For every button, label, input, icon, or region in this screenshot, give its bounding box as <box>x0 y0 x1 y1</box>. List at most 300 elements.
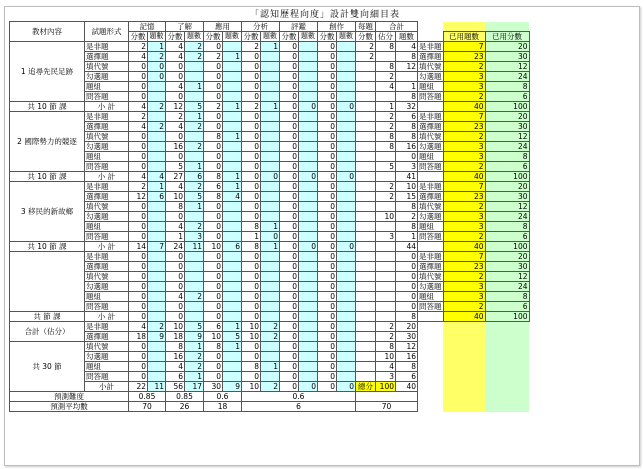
header-count[interactable]: 題數 <box>396 32 418 42</box>
value-cell[interactable]: 15 <box>396 192 418 202</box>
value-cell[interactable]: 8 <box>396 132 418 142</box>
value-cell[interactable]: 10 <box>376 352 396 362</box>
value-cell[interactable]: 0 <box>299 242 318 252</box>
value-cell[interactable]: 22 <box>129 382 148 392</box>
value-cell[interactable]: 0 <box>204 122 223 132</box>
value-cell[interactable]: 12 <box>396 62 418 72</box>
value-cell[interactable]: 12 <box>166 102 185 112</box>
value-cell[interactable] <box>376 52 396 62</box>
value-cell[interactable]: 0 <box>166 272 185 282</box>
value-cell[interactable]: 2 <box>204 102 223 112</box>
value-cell[interactable]: 0 <box>318 62 337 72</box>
header-level[interactable]: 創作 <box>318 22 356 32</box>
used-score[interactable]: 12 <box>485 202 529 212</box>
format-label-right[interactable]: 填代號 <box>419 271 442 281</box>
value-cell[interactable]: 0 <box>280 192 299 202</box>
header-score[interactable]: 分數 <box>319 31 335 41</box>
value-cell[interactable]: 0 <box>204 62 223 72</box>
used-score[interactable]: 6 <box>485 162 529 172</box>
value-cell[interactable] <box>356 262 376 272</box>
value-cell[interactable]: 0 <box>280 372 299 382</box>
value-cell[interactable] <box>356 72 376 82</box>
value-cell[interactable]: 10 <box>204 332 223 342</box>
value-cell[interactable]: 2 <box>185 222 204 232</box>
value-cell[interactable]: 0 <box>280 272 299 282</box>
format-label[interactable]: 題組 <box>85 152 129 162</box>
value-cell[interactable]: 2 <box>376 72 396 82</box>
value-cell[interactable] <box>356 122 376 132</box>
format-label[interactable]: 填代號 <box>85 202 129 212</box>
used-score[interactable]: 24 <box>485 72 529 82</box>
value-cell[interactable]: 2 <box>185 142 204 152</box>
format-label-right[interactable]: 題組 <box>418 292 444 302</box>
value-cell[interactable]: 4 <box>166 82 185 92</box>
value-cell[interactable]: 18 <box>166 332 185 342</box>
value-cell[interactable] <box>337 52 356 62</box>
value-cell[interactable]: 16 <box>396 142 418 152</box>
grand-hours[interactable]: 共 30 節 <box>10 342 85 392</box>
value-cell[interactable] <box>376 312 396 322</box>
value-cell[interactable] <box>356 112 376 122</box>
value-cell[interactable]: 4 <box>166 182 185 192</box>
used-count[interactable]: 7 <box>443 112 485 122</box>
value-cell[interactable]: 0 <box>129 272 148 282</box>
value-cell[interactable] <box>299 52 318 62</box>
value-cell[interactable]: 0 <box>318 122 337 132</box>
used-score[interactable]: 12 <box>485 132 529 142</box>
used-count[interactable]: 7 <box>443 182 485 192</box>
header-level[interactable]: 記憶 <box>129 22 166 32</box>
value-cell[interactable]: 2 <box>129 182 148 192</box>
value-cell[interactable] <box>185 312 204 322</box>
value-cell[interactable] <box>356 302 376 312</box>
value-cell[interactable]: 9 <box>223 382 242 392</box>
value-cell[interactable]: 18 <box>129 332 148 342</box>
value-cell[interactable] <box>299 182 318 192</box>
value-cell[interactable]: 0 <box>396 292 418 302</box>
value-cell[interactable]: 0 <box>318 302 337 312</box>
value-cell[interactable]: 5 <box>166 162 185 172</box>
value-cell[interactable] <box>223 272 242 282</box>
value-cell[interactable]: 0 <box>242 92 261 102</box>
value-cell[interactable]: 0 <box>280 262 299 272</box>
blank-cell[interactable] <box>443 322 485 332</box>
value-cell[interactable] <box>356 162 376 172</box>
value-cell[interactable] <box>376 172 396 182</box>
blank-cell[interactable] <box>443 352 485 362</box>
value-cell[interactable] <box>337 162 356 172</box>
value-cell[interactable]: 0 <box>280 282 299 292</box>
used-score[interactable]: 100 <box>485 242 529 252</box>
value-cell[interactable]: 0 <box>318 212 337 222</box>
value-cell[interactable]: 0 <box>129 352 148 362</box>
used-count[interactable]: 7 <box>443 42 485 52</box>
value-cell[interactable]: 3 <box>376 372 396 382</box>
value-cell[interactable]: 8 <box>204 132 223 142</box>
value-cell[interactable]: 0 <box>318 362 337 372</box>
value-cell[interactable]: 16 <box>396 352 418 362</box>
value-cell[interactable] <box>376 202 396 212</box>
value-cell[interactable]: 2 <box>376 332 396 342</box>
blank-cell[interactable] <box>418 242 444 252</box>
value-cell[interactable] <box>337 72 356 82</box>
value-cell[interactable] <box>223 372 242 382</box>
unit-hours[interactable]: 共 節 課 <box>10 312 85 322</box>
value-cell[interactable] <box>223 312 242 322</box>
value-cell[interactable]: 10 <box>242 322 261 332</box>
value-cell[interactable]: 0 <box>318 42 337 52</box>
value-cell[interactable]: 6 <box>204 182 223 192</box>
value-cell[interactable]: 56 <box>166 382 185 392</box>
value-cell[interactable] <box>299 362 318 372</box>
value-cell[interactable]: 1 <box>396 82 418 92</box>
value-cell[interactable]: 0 <box>242 82 261 92</box>
value-cell[interactable]: 0 <box>204 222 223 232</box>
value-cell[interactable]: 0 <box>242 112 261 122</box>
value-cell[interactable]: 0 <box>318 342 337 352</box>
value-cell[interactable]: 0 <box>242 302 261 312</box>
value-cell[interactable]: 0 <box>280 72 299 82</box>
value-cell[interactable]: 0 <box>396 272 418 282</box>
subtotal-label[interactable]: 小 計 <box>85 172 129 182</box>
value-cell[interactable]: 1 <box>223 102 242 112</box>
value-cell[interactable] <box>337 122 356 132</box>
unit-label[interactable]: 3 移民的新故鄉 <box>10 182 85 242</box>
value-cell[interactable]: 0 <box>204 362 223 372</box>
used-count[interactable]: 3 <box>443 222 485 232</box>
value-cell[interactable]: 8 <box>396 222 418 232</box>
spacer[interactable] <box>418 32 444 42</box>
format-label-right[interactable]: 是非題 <box>419 111 442 121</box>
value-cell[interactable]: 4 <box>148 172 166 182</box>
difficulty-value[interactable]: 0.85 <box>129 392 166 402</box>
value-cell[interactable]: 2 <box>204 52 223 62</box>
total-count[interactable]: 40 <box>396 382 418 392</box>
value-cell[interactable]: 4 <box>129 52 148 62</box>
value-cell[interactable] <box>299 92 318 102</box>
header-score[interactable]: 分數 <box>356 32 376 42</box>
value-cell[interactable]: 6 <box>185 172 204 182</box>
value-cell[interactable]: 0 <box>280 292 299 302</box>
format-label[interactable]: 是非題 <box>85 182 129 192</box>
value-cell[interactable]: 0 <box>318 102 337 112</box>
value-cell[interactable]: 9 <box>185 332 204 342</box>
value-cell[interactable]: 14 <box>129 242 148 252</box>
value-cell[interactable]: 0 <box>242 132 261 142</box>
header-level[interactable]: 分析 <box>242 22 280 32</box>
value-cell[interactable]: 4 <box>166 222 185 232</box>
value-cell[interactable] <box>223 82 242 92</box>
blank-cell[interactable] <box>485 332 529 342</box>
value-cell[interactable]: 0 <box>280 82 299 92</box>
value-cell[interactable]: 0 <box>242 142 261 152</box>
used-score[interactable]: 30 <box>485 52 529 62</box>
value-cell[interactable]: 0 <box>318 132 337 142</box>
value-cell[interactable] <box>337 182 356 192</box>
value-cell[interactable]: 7 <box>148 242 166 252</box>
value-cell[interactable] <box>148 372 166 382</box>
value-cell[interactable]: 0 <box>280 172 299 182</box>
value-cell[interactable] <box>337 252 356 262</box>
used-score[interactable]: 12 <box>485 62 529 72</box>
value-cell[interactable]: 0 <box>204 72 223 82</box>
value-cell[interactable]: 1 <box>242 232 261 242</box>
value-cell[interactable] <box>356 62 376 72</box>
value-cell[interactable]: 1 <box>261 242 280 252</box>
value-cell[interactable]: 0 <box>166 152 185 162</box>
value-cell[interactable]: 0 <box>318 232 337 242</box>
value-cell[interactable]: 8 <box>396 202 418 212</box>
value-cell[interactable]: 4 <box>129 172 148 182</box>
value-cell[interactable] <box>261 272 280 282</box>
value-cell[interactable]: 0 <box>129 212 148 222</box>
value-cell[interactable] <box>185 152 204 162</box>
value-cell[interactable]: 41 <box>396 172 418 182</box>
value-cell[interactable] <box>356 202 376 212</box>
value-cell[interactable] <box>337 202 356 212</box>
value-cell[interactable]: 0 <box>166 62 185 72</box>
value-cell[interactable]: 0 <box>318 282 337 292</box>
value-cell[interactable]: 0 <box>396 282 418 292</box>
value-cell[interactable]: 0 <box>280 112 299 122</box>
value-cell[interactable]: 0 <box>280 182 299 192</box>
value-cell[interactable] <box>223 202 242 212</box>
used-count[interactable]: 2 <box>443 272 485 282</box>
value-cell[interactable] <box>299 122 318 132</box>
value-cell[interactable]: 0 <box>280 342 299 352</box>
value-cell[interactable] <box>299 272 318 282</box>
value-cell[interactable] <box>148 202 166 212</box>
value-cell[interactable] <box>261 72 280 82</box>
value-cell[interactable] <box>223 352 242 362</box>
value-cell[interactable]: 0 <box>129 62 148 72</box>
format-label[interactable]: 是非題 <box>85 322 129 332</box>
value-cell[interactable]: 0 <box>280 102 299 112</box>
value-cell[interactable]: 0 <box>318 312 337 322</box>
value-cell[interactable] <box>185 302 204 312</box>
value-cell[interactable]: 0 <box>318 112 337 122</box>
header-level[interactable]: 了解 <box>166 22 204 32</box>
value-cell[interactable]: 0 <box>280 332 299 342</box>
value-cell[interactable]: 0 <box>129 262 148 272</box>
value-cell[interactable]: 1 <box>185 162 204 172</box>
spacer[interactable] <box>418 22 444 32</box>
used-count[interactable]: 2 <box>443 92 485 102</box>
used-count[interactable]: 2 <box>443 232 485 242</box>
value-cell[interactable]: 0 <box>129 342 148 352</box>
used-score[interactable]: 20 <box>485 182 529 192</box>
value-cell[interactable] <box>148 152 166 162</box>
value-cell[interactable] <box>299 352 318 362</box>
value-cell[interactable] <box>299 262 318 272</box>
value-cell[interactable]: 0 <box>280 92 299 102</box>
average-value[interactable]: 70 <box>356 402 418 412</box>
value-cell[interactable]: 2 <box>166 112 185 122</box>
value-cell[interactable]: 32 <box>396 102 418 112</box>
value-cell[interactable] <box>299 292 318 302</box>
value-cell[interactable]: 2 <box>261 382 280 392</box>
value-cell[interactable]: 1 <box>185 342 204 352</box>
difficulty-value[interactable]: 0.85 <box>166 392 204 402</box>
value-cell[interactable]: 27 <box>166 172 185 182</box>
header-used-count[interactable]: 已用題數 <box>443 32 485 42</box>
value-cell[interactable]: 0 <box>318 162 337 172</box>
value-cell[interactable]: 8 <box>396 52 418 62</box>
used-score[interactable]: 30 <box>485 192 529 202</box>
value-cell[interactable]: 0 <box>280 152 299 162</box>
value-cell[interactable] <box>148 212 166 222</box>
value-cell[interactable]: 0 <box>261 172 280 182</box>
used-count[interactable]: 3 <box>443 212 485 222</box>
value-cell[interactable] <box>223 152 242 162</box>
value-cell[interactable]: 0 <box>242 252 261 262</box>
unit-hours[interactable]: 共 10 節 課 <box>10 242 85 252</box>
value-cell[interactable]: 0 <box>129 72 148 82</box>
value-cell[interactable] <box>148 272 166 282</box>
value-cell[interactable] <box>261 352 280 362</box>
value-cell[interactable]: 8 <box>396 312 418 322</box>
value-cell[interactable]: 4 <box>129 102 148 112</box>
value-cell[interactable]: 0 <box>318 292 337 302</box>
value-cell[interactable] <box>261 212 280 222</box>
value-cell[interactable]: 2 <box>185 52 204 62</box>
value-cell[interactable] <box>356 212 376 222</box>
value-cell[interactable]: 0 <box>129 202 148 212</box>
value-cell[interactable]: 0 <box>166 282 185 292</box>
value-cell[interactable]: 0 <box>242 72 261 82</box>
format-label-right[interactable]: 填代號 <box>419 201 442 211</box>
value-cell[interactable]: 8 <box>376 142 396 152</box>
blank-cell[interactable] <box>418 372 444 382</box>
format-label[interactable]: 問答題 <box>85 232 129 242</box>
value-cell[interactable] <box>261 182 280 192</box>
format-label[interactable]: 選擇題 <box>85 332 129 342</box>
value-cell[interactable] <box>223 262 242 272</box>
used-count[interactable]: 3 <box>443 82 485 92</box>
blank-cell[interactable] <box>443 362 485 372</box>
value-cell[interactable]: 0 <box>166 302 185 312</box>
format-label-right[interactable]: 選擇題 <box>419 191 442 201</box>
format-label[interactable]: 選擇題 <box>85 262 129 272</box>
used-score[interactable]: 6 <box>485 92 529 102</box>
value-cell[interactable]: 2 <box>356 42 376 52</box>
value-cell[interactable] <box>376 242 396 252</box>
value-cell[interactable] <box>185 262 204 272</box>
value-cell[interactable] <box>337 92 356 102</box>
value-cell[interactable] <box>261 162 280 172</box>
value-cell[interactable]: 1 <box>148 42 166 52</box>
subtotal-label[interactable]: 小 計 <box>85 242 129 252</box>
value-cell[interactable]: 0 <box>318 262 337 272</box>
value-cell[interactable]: 1 <box>261 222 280 232</box>
value-cell[interactable]: 1 <box>185 112 204 122</box>
unit-label[interactable]: 2 國際勢力的競逐 <box>10 112 85 172</box>
format-label[interactable]: 問答題 <box>85 302 129 312</box>
value-cell[interactable] <box>356 92 376 102</box>
value-cell[interactable]: 0 <box>204 142 223 152</box>
value-cell[interactable]: 0 <box>129 312 148 322</box>
value-cell[interactable] <box>148 342 166 352</box>
value-cell[interactable]: 8 <box>166 342 185 352</box>
value-cell[interactable] <box>223 42 242 52</box>
value-cell[interactable]: 8 <box>242 242 261 252</box>
value-cell[interactable]: 0 <box>318 352 337 362</box>
value-cell[interactable]: 0 <box>318 82 337 92</box>
used-score[interactable]: 24 <box>485 212 529 222</box>
used-score[interactable]: 8 <box>485 292 529 302</box>
blank-cell[interactable] <box>485 382 529 392</box>
value-cell[interactable] <box>185 212 204 222</box>
value-cell[interactable]: 0 <box>204 112 223 122</box>
value-cell[interactable]: 0 <box>280 122 299 132</box>
value-cell[interactable]: 0 <box>204 302 223 312</box>
format-label[interactable]: 問答題 <box>85 92 129 102</box>
value-cell[interactable] <box>337 112 356 122</box>
value-cell[interactable]: 5 <box>185 102 204 112</box>
value-cell[interactable]: 0 <box>242 162 261 172</box>
format-label[interactable]: 題組 <box>85 362 129 372</box>
value-cell[interactable] <box>356 242 376 252</box>
format-label[interactable]: 填代號 <box>85 62 129 72</box>
value-cell[interactable]: 2 <box>376 122 396 132</box>
header-count[interactable]: 題數 <box>337 32 356 42</box>
value-cell[interactable] <box>148 282 166 292</box>
format-label-right[interactable]: 勾選題 <box>419 281 442 291</box>
value-cell[interactable] <box>148 252 166 262</box>
blank-cell[interactable] <box>485 342 529 352</box>
value-cell[interactable]: 0 <box>337 172 356 182</box>
value-cell[interactable] <box>337 192 356 202</box>
value-cell[interactable]: 0 <box>204 292 223 302</box>
header-level[interactable]: 評鑑 <box>280 22 318 32</box>
unit-hours[interactable]: 共 10 節 課 <box>10 172 85 182</box>
value-cell[interactable]: 0 <box>318 52 337 62</box>
value-cell[interactable]: 8 <box>376 42 396 52</box>
used-count[interactable]: 3 <box>443 282 485 292</box>
value-cell[interactable]: 0 <box>204 42 223 52</box>
used-count[interactable]: 23 <box>443 52 485 62</box>
subtotal-label[interactable]: 小 計 <box>85 312 129 322</box>
used-score[interactable]: 20 <box>485 112 529 122</box>
value-cell[interactable]: 10 <box>166 322 185 332</box>
average-label[interactable]: 預測平均數 <box>10 402 129 412</box>
value-cell[interactable]: 1 <box>396 232 418 242</box>
value-cell[interactable]: 0 <box>396 252 418 262</box>
value-cell[interactable]: 6 <box>396 112 418 122</box>
value-cell[interactable] <box>299 312 318 322</box>
value-cell[interactable]: 2 <box>376 182 396 192</box>
format-label[interactable]: 是非題 <box>85 252 129 262</box>
value-cell[interactable]: 0 <box>280 42 299 52</box>
used-score[interactable]: 8 <box>485 82 529 92</box>
value-cell[interactable]: 0 <box>242 52 261 62</box>
value-cell[interactable]: 0 <box>166 212 185 222</box>
average-value[interactable]: 18 <box>204 402 242 412</box>
used-score[interactable]: 24 <box>485 282 529 292</box>
value-cell[interactable]: 1 <box>261 362 280 372</box>
value-cell[interactable]: 0 <box>166 312 185 322</box>
value-cell[interactable]: 10 <box>376 212 396 222</box>
value-cell[interactable] <box>261 342 280 352</box>
blank-cell[interactable] <box>418 362 444 372</box>
value-cell[interactable]: 0 <box>242 182 261 192</box>
header-score[interactable]: 分數 <box>281 31 297 41</box>
value-cell[interactable]: 0 <box>242 342 261 352</box>
value-cell[interactable] <box>148 232 166 242</box>
value-cell[interactable]: 10 <box>166 192 185 202</box>
value-cell[interactable]: 0 <box>129 152 148 162</box>
value-cell[interactable]: 0 <box>318 322 337 332</box>
